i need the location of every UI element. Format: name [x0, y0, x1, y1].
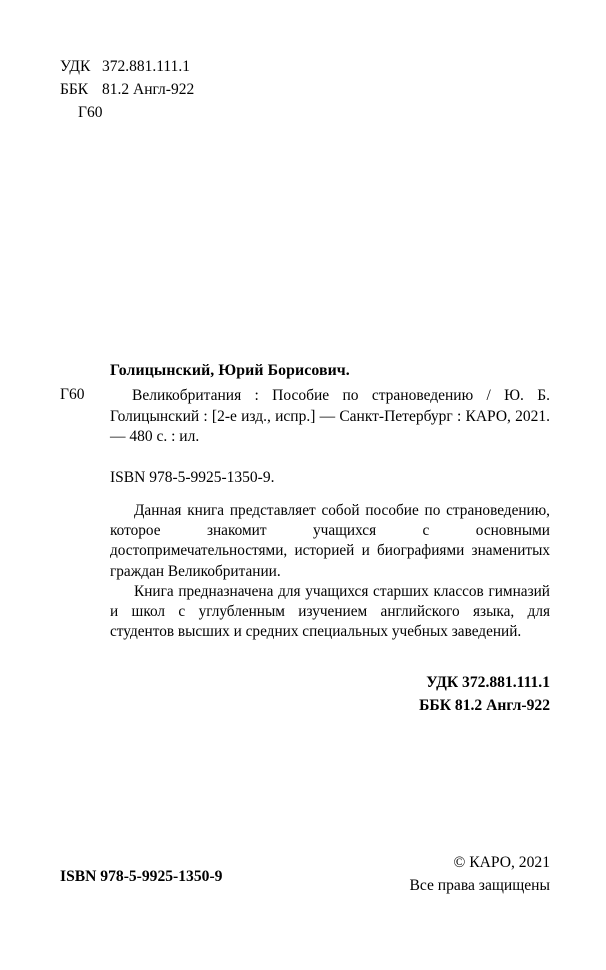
bbk-label: ББК — [60, 80, 89, 98]
footer-rights-block — [409, 852, 550, 897]
title-statement — [110, 386, 550, 448]
udk-right: УДК 372.881.111.1 — [426, 674, 550, 691]
udk-row — [60, 56, 194, 79]
copyright-line: © КАРО, 2021 — [453, 854, 550, 871]
annotation-paragraph-1: Данная книга представляет собой пособие по страноведению, которое знакомит учащихся с основными достопримечательностями, историей и биографиями знаменитых граждан Великобритании. — [110, 502, 550, 580]
page-footer — [0, 852, 606, 902]
rights-reserved-line: Все права защищены — [409, 876, 550, 894]
codes-right-block — [419, 672, 550, 717]
udk-label: УДК — [60, 58, 91, 75]
bbk-right: ББК 81.2 Англ-922 — [419, 696, 550, 714]
entry-code: Г60 — [60, 386, 85, 403]
udk-value: 372.881.111.1 — [102, 58, 190, 75]
classification-block — [60, 56, 194, 125]
bibliographic-record — [60, 362, 550, 642]
title-statement-text: Великобритания : Пособие по страноведению / Ю. Б. Голицынский : [2-е изд., испр.] — Санкт-Петербург : КАРО, 2021. — 480 с. : ил. — [110, 387, 550, 446]
citation-wrap — [60, 386, 550, 456]
footer-isbn: ISBN 978-5-9925-1350-9 — [60, 868, 223, 885]
bbk-value: 81.2 Англ-922 — [102, 80, 195, 98]
bbk-row — [60, 79, 194, 102]
author-name: Голицынский, Юрий Борисович. — [110, 362, 350, 379]
record-isbn: ISBN 978-5-9925-1350-9. — [110, 469, 275, 486]
shelf-code: Г60 — [78, 103, 103, 121]
annotation-paragraph-2: Книга предназначена для учащихся старших классов гимназий и школ с углубленным изучением английского языка, для студентов высших и средних специальных учебных заведений. — [110, 582, 550, 641]
